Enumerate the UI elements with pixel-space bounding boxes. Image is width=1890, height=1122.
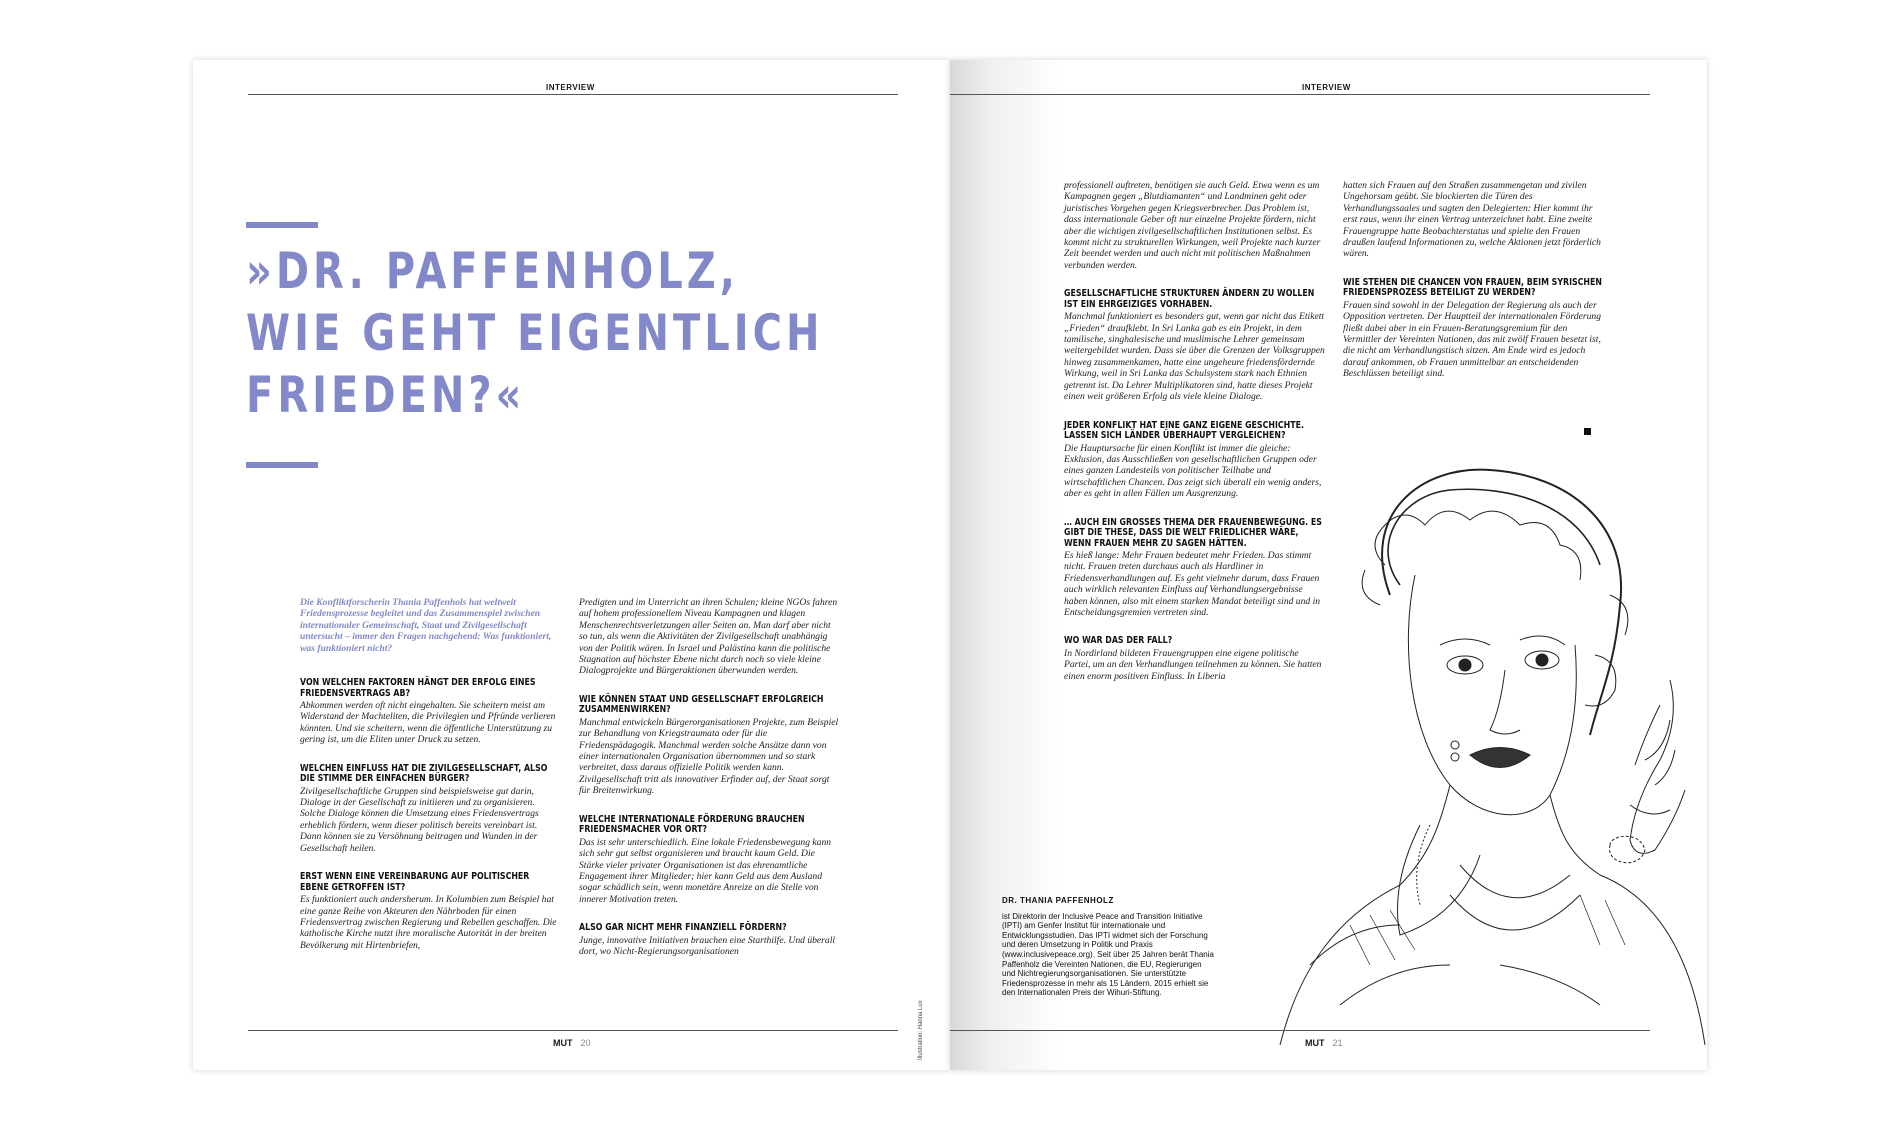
answer: Manchmal funktioniert es besonders gut, wenn gar nicht das Etikett „Frieden“ draufklebt. In Sri Lanka gab es ein Projekt, in dem tamilische, singhalesische und muslimische Lehrer gemeinsam weitergebildet wurden. Dass sie über die Grenzen der Volksgruppen hinweg zusammenkamen, hatte eine ungeheure friedensfördernde Wirkung, weil in Sri Lanka das Schulsystem stark nach Ethnien getrennt ist. Da Lehrer Multiplikatoren sind, hatte dieses Projekt einen weit größeren Erfolg als viele kleine Dialoge. xyxy=(1064,311,1325,403)
answer: Es hieß lange: Mehr Frauen bedeutet mehr Frieden. Das stimmt nicht. Frauen treten durchaus auch als Hardliner in Friedensverhandlungen auf. Es geht vielmehr darum, dass Frauen auch wirklich relevanten Einfluss auf Verhandlungsergebnisse haben können, also mit einem starken Mandat beteiligt sind und in Entscheidungsgremien vertreten sind. xyxy=(1064,550,1321,619)
page-number: 21 xyxy=(1332,1038,1343,1048)
answer: In Nordirland bildeten Frauengruppen eine eigene politische Partei, um an den Verhandlungen teilnehmen zu können. Sie hatten einen enorm positiven Einfluss. In Liberia xyxy=(1064,647,1322,682)
question: ERST WENN EINE VEREINBARUNG AUF POLITISCHER EBENE GETROFFEN IST? xyxy=(300,871,530,893)
right-column-1 xyxy=(1064,180,1326,684)
question: WIE STEHEN DIE CHANCEN VON FRAUEN, BEIM SYRISCHEN FRIEDENSPROZESS BETEILIGT ZU WERDEN? xyxy=(1343,276,1602,299)
bottom-rule xyxy=(248,1030,898,1031)
question: … AUCH EIN GROSSES THEMA DER FRAUENBEWEGUNG. ES GIBT DIE THESE, DASS DIE WELT FRIEDLICHER WÄRE, WENN FRAUEN MEHR ZU SAGEN HÄTTEN. xyxy=(1064,516,1322,549)
magazine-name: MUT xyxy=(553,1038,573,1048)
folio-left xyxy=(553,1038,591,1048)
illustration-credit: Illustration: Hanna Lux xyxy=(918,1000,924,1060)
headline xyxy=(246,240,824,426)
answer: Manchmal entwickeln Bürgerorganisationen Projekte, zum Beispiel zur Behandlung von Kriegstraumata oder für die Friedenspädagogik. Manchmal werden solche Ansätze dann von einer internationalen Organisation übernommen und so stark verbreitet, dass daraus offizielle Politik werden kann. Zivilgesellschaft tritt als innovativer Erfinder auf, der Staat sorgt für Breitenwirkung. xyxy=(579,716,839,797)
accent-bar-bottom xyxy=(246,462,318,468)
answer: Junge, innovative Initiativen brauchen eine Starthilfe. Und überall dort, wo Nicht-Regierungsorganisationen xyxy=(579,934,836,958)
question: WO WAR DAS DER FALL? xyxy=(1064,635,1173,647)
answer: Abkommen werden oft nicht eingehalten. Sie scheitern meist am Widerstand der Machteliten, die Privilegien und Pfründe verlieren könnten. Und sie scheitern, wenn die öffentliche Unterstützung zu gering ist, um die Eliten unter Druck zu setzen. xyxy=(300,700,556,746)
bio-name: DR. THANIA PAFFENHOLZ xyxy=(1002,896,1114,905)
answer: Die Hauptursache für einen Konflikt ist immer die gleiche: Exklusion, das Ausschließen von gesellschaftlichen Gruppen oder eines ganzen Landesteils von politischer Teilhabe und wirtschaftlichen Chancen. Das zeigt sich überall ein wenig anders, aber es geht in allen Fällen um Ausgrenzung. xyxy=(1064,442,1322,500)
headline-line-3: FRIEDEN?« xyxy=(246,366,526,424)
top-rule xyxy=(950,94,1650,95)
question: GESELLSCHAFTLICHE STRUKTUREN ÄNDERN ZU WOLLEN IST EIN EHRGEIZIGES VORHABEN. xyxy=(1064,288,1315,310)
folio-right xyxy=(1305,1038,1343,1048)
answer-continued: professionell auftreten, benötigen sie auch Geld. Etwa wenn es um Kampagnen gegen „Blutdiamanten“ und Landminen geht oder juristisches Vorgehen gegen Kriegsverbrecher. Das Problem ist, dass internationale Geber oft nur einzelne Projekte fördern, nicht aber die wichtigen zivilgesellschaftlichen Institutionen selbst. Es kommt nicht zu strukturellen Wirkungen, weil Projekte nach kurzer Zeit beendet werden und auch nicht mit politischen Maßnahmen verbunden werden. xyxy=(1064,180,1321,271)
left-page xyxy=(193,60,950,1070)
question: WELCHEN EINFLUSS HAT DIE ZIVILGESELLSCHAFT, ALSO DIE STIMME DER EINFACHEN BÜRGER? xyxy=(300,762,548,785)
answer-continued: Predigten und im Unterricht an ihren Schulen; kleine NGOs fahren auf hohem professionellem Niveau Kampagnen und klagen Menschenrechtsverletzungen aller Seiten an. Man darf aber nicht so tun, als wenn die Aktivitäten der Zivilgesellschaft unabhängig von der Politik wären. In Israel und Palästina kann die politische Stagnation auf höchster Ebene nicht durch noch so viele kleine Dialogprojekte und Bürgeraktionen überwunden werden. xyxy=(579,597,838,677)
headline-line-1: »DR. PAFFENHOLZ, xyxy=(246,242,739,300)
answer-continued: hatten sich Frauen auf den Straßen zusammengetan und zivilen Ungehorsam geübt. Sie blockierten die Türen des Verhandlungssaales und sagten den Delegierten: Hier kommt ihr erst raus, wenn ihr einen Vertrag unterzeichnet habt. Eine zweite Frauengruppe hatte Beobachterstatus und spielte den Frauen draußen laufend Informationen zu, welche Aktionen jetzt förderlich wären. xyxy=(1343,180,1601,260)
bio-text: ist Direktorin der Inclusive Peace and Transition Initiative (IPTI) am Genfer Institut für internationale und Entwicklungsstudien. Das IPTI widmet sich der Forschung und deren Umsetzung in Politik und Praxis (www.inclusivepeace.org). Seit über 25 Jahren berät Thania Paffenholz die Vereinten Nationen, die EU, Regierungen und Nichtregierungsorganisationen. Sie unterstützte Friedensprozesse in mehr als 15 Ländern. 2015 erhielt sie den Internationalen Preis der Wihuri-Stiftung. xyxy=(1002,911,1214,998)
running-head: INTERVIEW xyxy=(1302,83,1351,92)
accent-bar-top xyxy=(246,222,318,228)
right-column-2 xyxy=(1343,180,1605,382)
answer: Zivilgesellschaftliche Gruppen sind beispielsweise gut darin, Dialoge in der Gesellschaft zu initiieren und zu organisieren. Solche Dialoge können die Umsetzung eines Friedensvertrags erheblich fördern, wenn dieser politisch bereits vereinbart ist. Dann können sie zu Versöhnung beitragen und Wunden in der Gesellschaft heilen. xyxy=(300,785,539,854)
right-page xyxy=(950,60,1707,1070)
question: WIE KÖNNEN STAAT UND GESELLSCHAFT ERFOLGREICH ZUSAMMENWIRKEN? xyxy=(579,693,824,716)
page-number: 20 xyxy=(580,1038,591,1048)
question: ALSO GAR NICHT MEHR FINANZIELL FÖRDERN? xyxy=(579,922,787,934)
top-rule xyxy=(248,94,898,95)
running-head: INTERVIEW xyxy=(546,83,595,92)
answer: Es funktioniert auch andersherum. In Kolumbien zum Beispiel hat eine ganze Reihe von Akteuren den Nährboden für einen Friedensvertrag zwischen Regierung und Rebellen geschaffen. Die katholische Kirche nutzt ihre moralische Autorität in der breiten Bevölkerung mit Hirtenbriefen, xyxy=(300,894,557,951)
question: WELCHE INTERNATIONALE FÖRDERUNG BRAUCHEN FRIEDENSMACHER VOR ORT? xyxy=(579,813,805,836)
answer: Frauen sind sowohl in der Delegation der Regierung als auch der Opposition vertreten. Der Hauptteil der internationalen Förderung fließt dabei aber in ein Frauen-Beratungsgremium für den Vermittler der Vereinten Nationen, das mit zwölf Frauen besetzt ist, die nicht am Verhandlungstisch sitzen. Am Ende wird es jedoch darauf ankommen, ob Frauen unmittelbar an entscheidenden Beschlüssen beteiligt sind. xyxy=(1343,299,1602,380)
intro-text: Die Konfliktforscherin Thania Paffenhols hat weltweit Friedensprozesse begleitet und das Zusammenspiel zwischen internationaler Gemeinschaft, Staat und Zivilgesellschaft untersucht – immer den Fragen nachgehend: Was funktioniert, was funktioniert nicht? xyxy=(300,597,552,654)
answer: Das ist sehr unterschiedlich. Eine lokale Friedensbewegung kann sich sehr gut selbst organisieren und braucht kaum Geld. Die Stärke vieler privater Organisationen ist das ehrenamtliche Engagement ihrer Mitglieder; hier kann Geld aus dem Ausland sogar schädlich sein, wenn monetäre Anreize an die Stelle von innerer Motivation treten. xyxy=(579,836,832,905)
left-column-1 xyxy=(300,597,558,953)
left-column-2 xyxy=(579,597,841,959)
end-mark xyxy=(1584,428,1591,435)
bio-box xyxy=(1002,896,1217,998)
headline-line-2: WIE GEHT EIGENTLICH xyxy=(246,304,824,362)
magazine-name: MUT xyxy=(1305,1038,1325,1048)
bottom-rule xyxy=(950,1030,1650,1031)
question: VON WELCHEN FAKTOREN HÄNGT DER ERFOLG EINES FRIEDENSVERTRAGS AB? xyxy=(300,677,536,699)
question: JEDER KONFLIKT HAT EINE GANZ EIGENE GESCHICHTE. LASSEN SICH LÄNDER ÜBERHAUPT VERGLEICHEN? xyxy=(1064,419,1304,441)
